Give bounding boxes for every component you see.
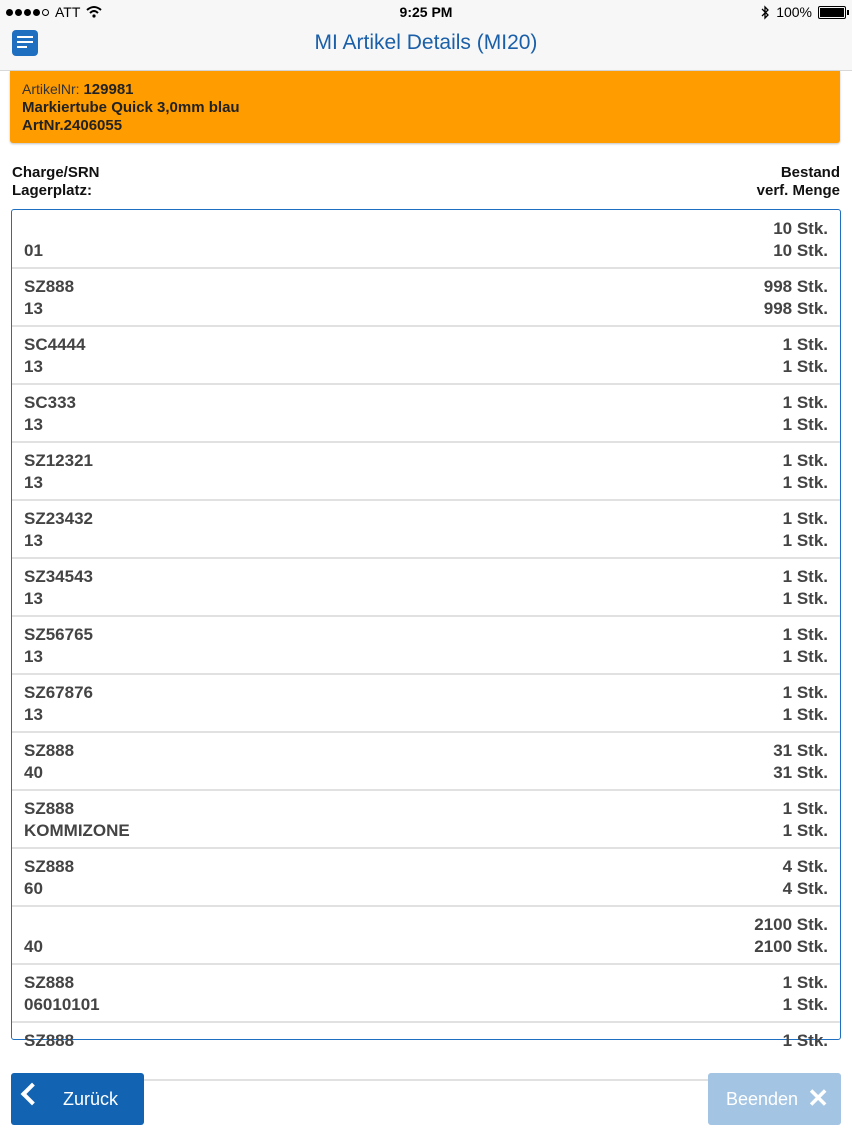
verf-menge: 1 Stk. (782, 415, 828, 434)
column-lagerplatz-label: Lagerplatz: (12, 182, 93, 199)
back-button[interactable] (11, 1073, 144, 1125)
column-bestand-label: Bestand (780, 164, 840, 181)
lagerplatz: 13 (24, 415, 43, 434)
verf-menge: 1 Stk. (782, 821, 828, 840)
charge: SZ888 (24, 277, 75, 296)
column-charge-label: Charge/SRN (12, 164, 100, 181)
bestand: 1 Stk. (782, 567, 828, 586)
charge: SZ888 (24, 799, 75, 818)
back-button-label: Zurück (63, 1089, 119, 1109)
battery-percent: 100% (776, 4, 812, 20)
verf-menge: 31 Stk. (773, 763, 828, 782)
lagerplatz: 13 (24, 705, 43, 724)
list-item[interactable] (12, 964, 840, 1023)
lagerplatz: 13 (24, 589, 43, 608)
bestand: 1 Stk. (782, 1031, 828, 1050)
bestand: 1 Stk. (782, 335, 828, 354)
charge: SZ23432 (24, 509, 93, 528)
charge: SZ12321 (24, 451, 93, 470)
article-number-value: 129981 (83, 81, 134, 98)
bestand: 10 Stk. (773, 219, 828, 238)
lagerplatz: 01 (24, 241, 43, 260)
status-time: 9:25 PM (399, 4, 453, 20)
list-item[interactable] (12, 732, 840, 791)
article-header (10, 71, 840, 143)
charge: SZ34543 (24, 567, 93, 586)
list-item[interactable] (12, 616, 840, 675)
charge: SZ888 (24, 741, 75, 760)
list-item[interactable] (12, 674, 840, 733)
lagerplatz: 13 (24, 299, 43, 318)
charge: SZ888 (24, 857, 75, 876)
lagerplatz: 60 (24, 879, 43, 898)
column-header-right (757, 164, 840, 200)
verf-menge: 1 Stk. (782, 473, 828, 492)
bestand: 1 Stk. (782, 393, 828, 412)
end-button-label: Beenden (726, 1089, 799, 1109)
page-title: MI Artikel Details (MI20) (314, 31, 538, 54)
lagerplatz: 13 (24, 473, 43, 492)
verf-menge: 1 Stk. (782, 589, 828, 608)
verf-menge: 1 Stk. (782, 531, 828, 550)
lagerplatz: 13 (24, 357, 43, 376)
verf-menge: 2100 Stk. (754, 937, 828, 956)
bestand: 4 Stk. (782, 857, 828, 876)
bestand: 1 Stk. (782, 973, 828, 992)
end-button[interactable] (708, 1073, 841, 1125)
lagerplatz: 13 (24, 531, 43, 550)
list-item[interactable] (12, 326, 840, 385)
lagerplatz: 40 (24, 763, 43, 782)
bestand: 31 Stk. (773, 741, 828, 760)
bestand: 1 Stk. (782, 509, 828, 528)
battery-icon (818, 6, 846, 19)
bestand: 1 Stk. (782, 625, 828, 644)
close-icon: ✕ (807, 1083, 829, 1113)
bestand: 1 Stk. (782, 799, 828, 818)
list-item[interactable] (12, 906, 840, 965)
list-item[interactable] (12, 210, 840, 269)
verf-menge: 1 Stk. (782, 357, 828, 376)
article-number (22, 81, 134, 98)
verf-menge: 10 Stk. (773, 241, 828, 260)
bluetooth-icon (761, 6, 770, 19)
lagerplatz: 40 (24, 937, 43, 956)
bestand: 1 Stk. (782, 683, 828, 702)
charge: SC4444 (24, 335, 86, 354)
verf-menge: 1 Stk. (782, 647, 828, 666)
article-number-label: ArtikelNr: (22, 81, 80, 97)
list-item[interactable] (12, 384, 840, 443)
list-item[interactable] (12, 790, 840, 849)
verf-menge: 1 Stk. (782, 705, 828, 724)
lagerplatz: KOMMIZONE (24, 821, 130, 840)
column-verf-menge-label: verf. Menge (756, 182, 840, 199)
verf-menge: 998 Stk. (763, 299, 828, 318)
charge: SZ888 (24, 1031, 75, 1050)
list-item[interactable] (12, 268, 840, 327)
status-bar (0, 0, 852, 24)
lagerplatz: 06010101 (24, 995, 100, 1014)
list-item[interactable] (12, 500, 840, 559)
verf-menge: 1 Stk. (782, 995, 828, 1014)
nav-bar (0, 24, 852, 71)
bestand: 998 Stk. (763, 277, 828, 296)
charge: SC333 (24, 393, 76, 412)
verf-menge: 4 Stk. (782, 879, 828, 898)
bestand: 2100 Stk. (754, 915, 828, 934)
lagerplatz: 13 (24, 647, 43, 666)
article-artnr: ArtNr.2406055 (22, 117, 123, 134)
carrier-label: ATT (55, 4, 81, 20)
list-item[interactable] (12, 848, 840, 907)
charge: SZ888 (24, 973, 75, 992)
list-item[interactable] (12, 442, 840, 501)
chevron-left-icon (21, 1083, 44, 1106)
column-header-left (12, 164, 100, 200)
article-name: Markiertube Quick 3,0mm blau (22, 99, 240, 116)
charge: SZ56765 (24, 625, 93, 644)
stock-list[interactable] (11, 209, 841, 1050)
battery-area (761, 4, 846, 20)
bestand: 1 Stk. (782, 451, 828, 470)
charge: SZ67876 (24, 683, 93, 702)
list-item[interactable] (12, 558, 840, 617)
